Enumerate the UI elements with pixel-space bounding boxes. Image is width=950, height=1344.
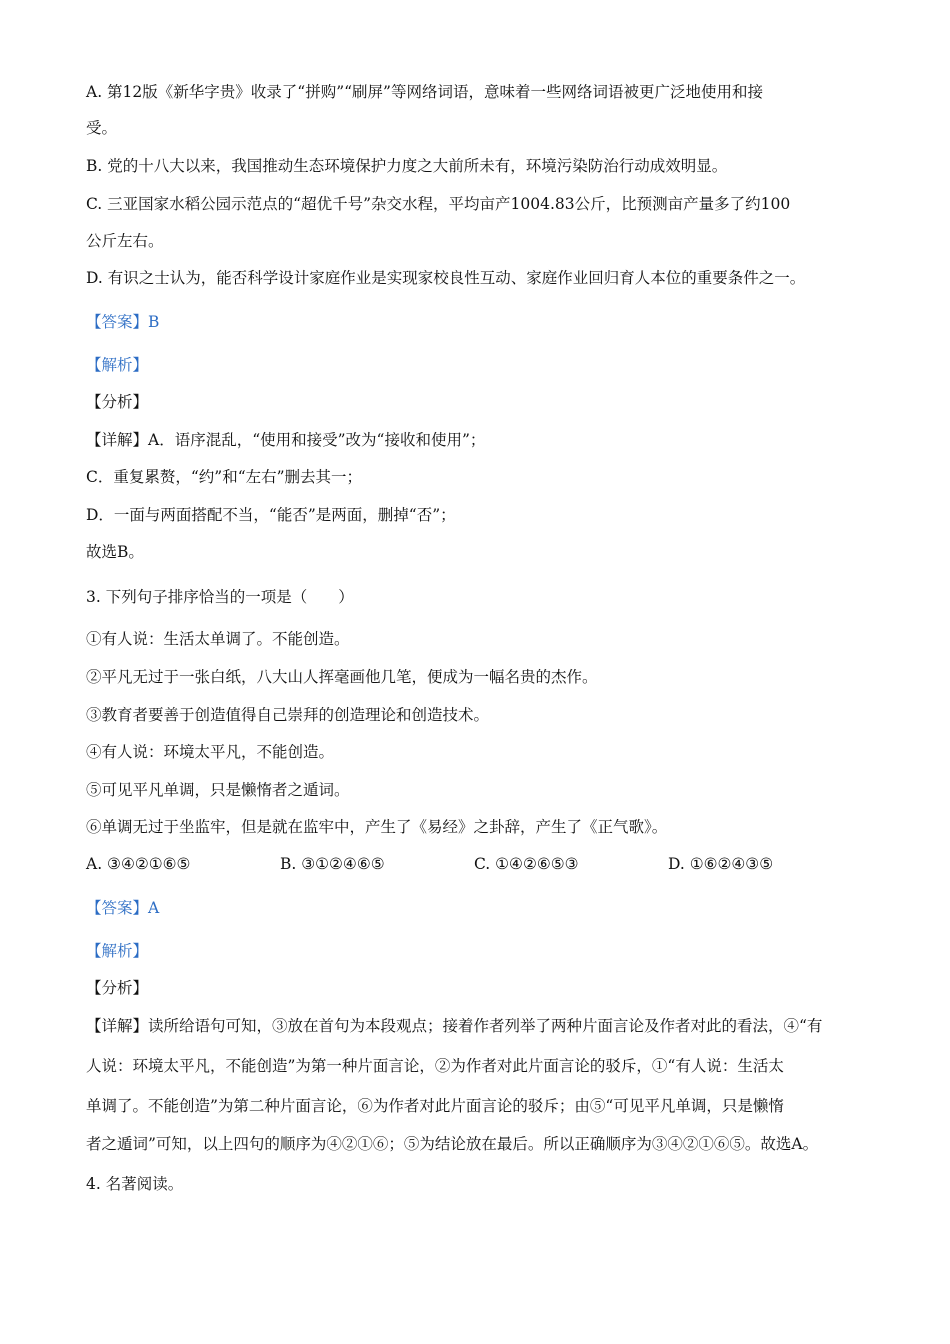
q4-question: 4. 名著阅读。 [86, 1175, 184, 1193]
q3-detail-line: 【详解】读所给语句可知，③放在首句为本段观点；接着作者列举了两种片面言论及作者对此的看法，④“有 [86, 1017, 823, 1035]
q2-detail-line: D．一面与两面搭配不当，“能否”是两面，删掉“否”； [86, 506, 456, 524]
q3-sentence: ②平凡无过于一张白纸，八大山人挥毫画他几笔，便成为一幅名贵的杰作。 [86, 668, 598, 686]
q3-choice-d: D. ①⑥②④③⑤ [668, 855, 774, 873]
q2-detail-line: 故选B。 [86, 543, 144, 561]
q2-detail-line: 【详解】A．语序混乱，“使用和接受”改为“接收和使用”； [86, 431, 486, 449]
option-c-line2: 公斤左右。 [86, 232, 164, 250]
q3-sentence: ①有人说：生活太单调了。不能创造。 [86, 630, 350, 648]
q3-sentence: ⑤可见平凡单调，只是懒惰者之遁词。 [86, 781, 350, 799]
q3-sentence: ⑥单调无过于坐监牢，但是就在监牢中，产生了《易经》之卦辞，产生了《正气歌》。 [86, 818, 668, 836]
q2-jiexi-heading: 【解析】 [86, 356, 149, 374]
q3-detail-line: 者之遁词”可知，以上四句的顺序为④②①⑥；⑤为结论放在最后。所以正确顺序为③④②①⑥⑤。故选A。 [86, 1135, 819, 1153]
q3-choice-a: A. ③④②①⑥⑤ [86, 855, 191, 873]
q3-fenxi-heading: 【分析】 [86, 979, 149, 997]
q3-choice-c: C. ①④②⑥⑤③ [474, 855, 579, 873]
option-a-line2: 受。 [86, 119, 118, 137]
q3-jiexi-heading: 【解析】 [86, 942, 149, 960]
option-d: D. 有识之士认为，能否科学设计家庭作业是实现家校良性互动、家庭作业回归育人本位的重要条件之一。 [86, 269, 806, 287]
q3-sentence: ④有人说：环境太平凡，不能创造。 [86, 743, 335, 761]
q3-answer: 【答案】A [86, 899, 160, 917]
q3-choice-b: B. ③①②④⑥⑤ [280, 855, 385, 873]
q2-detail-line: C．重复累赘，“约”和“左右”删去其一； [86, 468, 363, 486]
option-b: B. 党的十八大以来，我国推动生态环境保护力度之大前所未有，环境污染防治行动成效明显。 [86, 157, 728, 175]
option-c-line1: C. 三亚国家水稻公园示范点的“超优千号”杂交水程，平均亩产1004.83公斤，比预测亩产量多了约100 [86, 195, 791, 213]
q2-fenxi-heading: 【分析】 [86, 393, 149, 411]
q3-sentence: ③教育者要善于创造值得自己崇拜的创造理论和创造技术。 [86, 706, 490, 724]
q3-question: 3. 下列句子排序恰当的一项是（ ） [86, 588, 354, 606]
q3-detail-line: 单调了。不能创造”为第二种片面言论，⑥为作者对此片面言论的驳斥；由⑤“可见平凡单调，只是懒惰 [86, 1097, 784, 1115]
q3-detail-line: 人说：环境太平凡，不能创造”为第一种片面言论，②为作者对此片面言论的驳斥，①“有人说：生活太 [86, 1057, 784, 1075]
q2-answer: 【答案】B [86, 313, 160, 331]
option-a-line1: A. 第12版《新华字贵》收录了“拼购”“刷屏”等网络词语，意味着一些网络词语被更广泛地使用和接 [86, 83, 763, 101]
